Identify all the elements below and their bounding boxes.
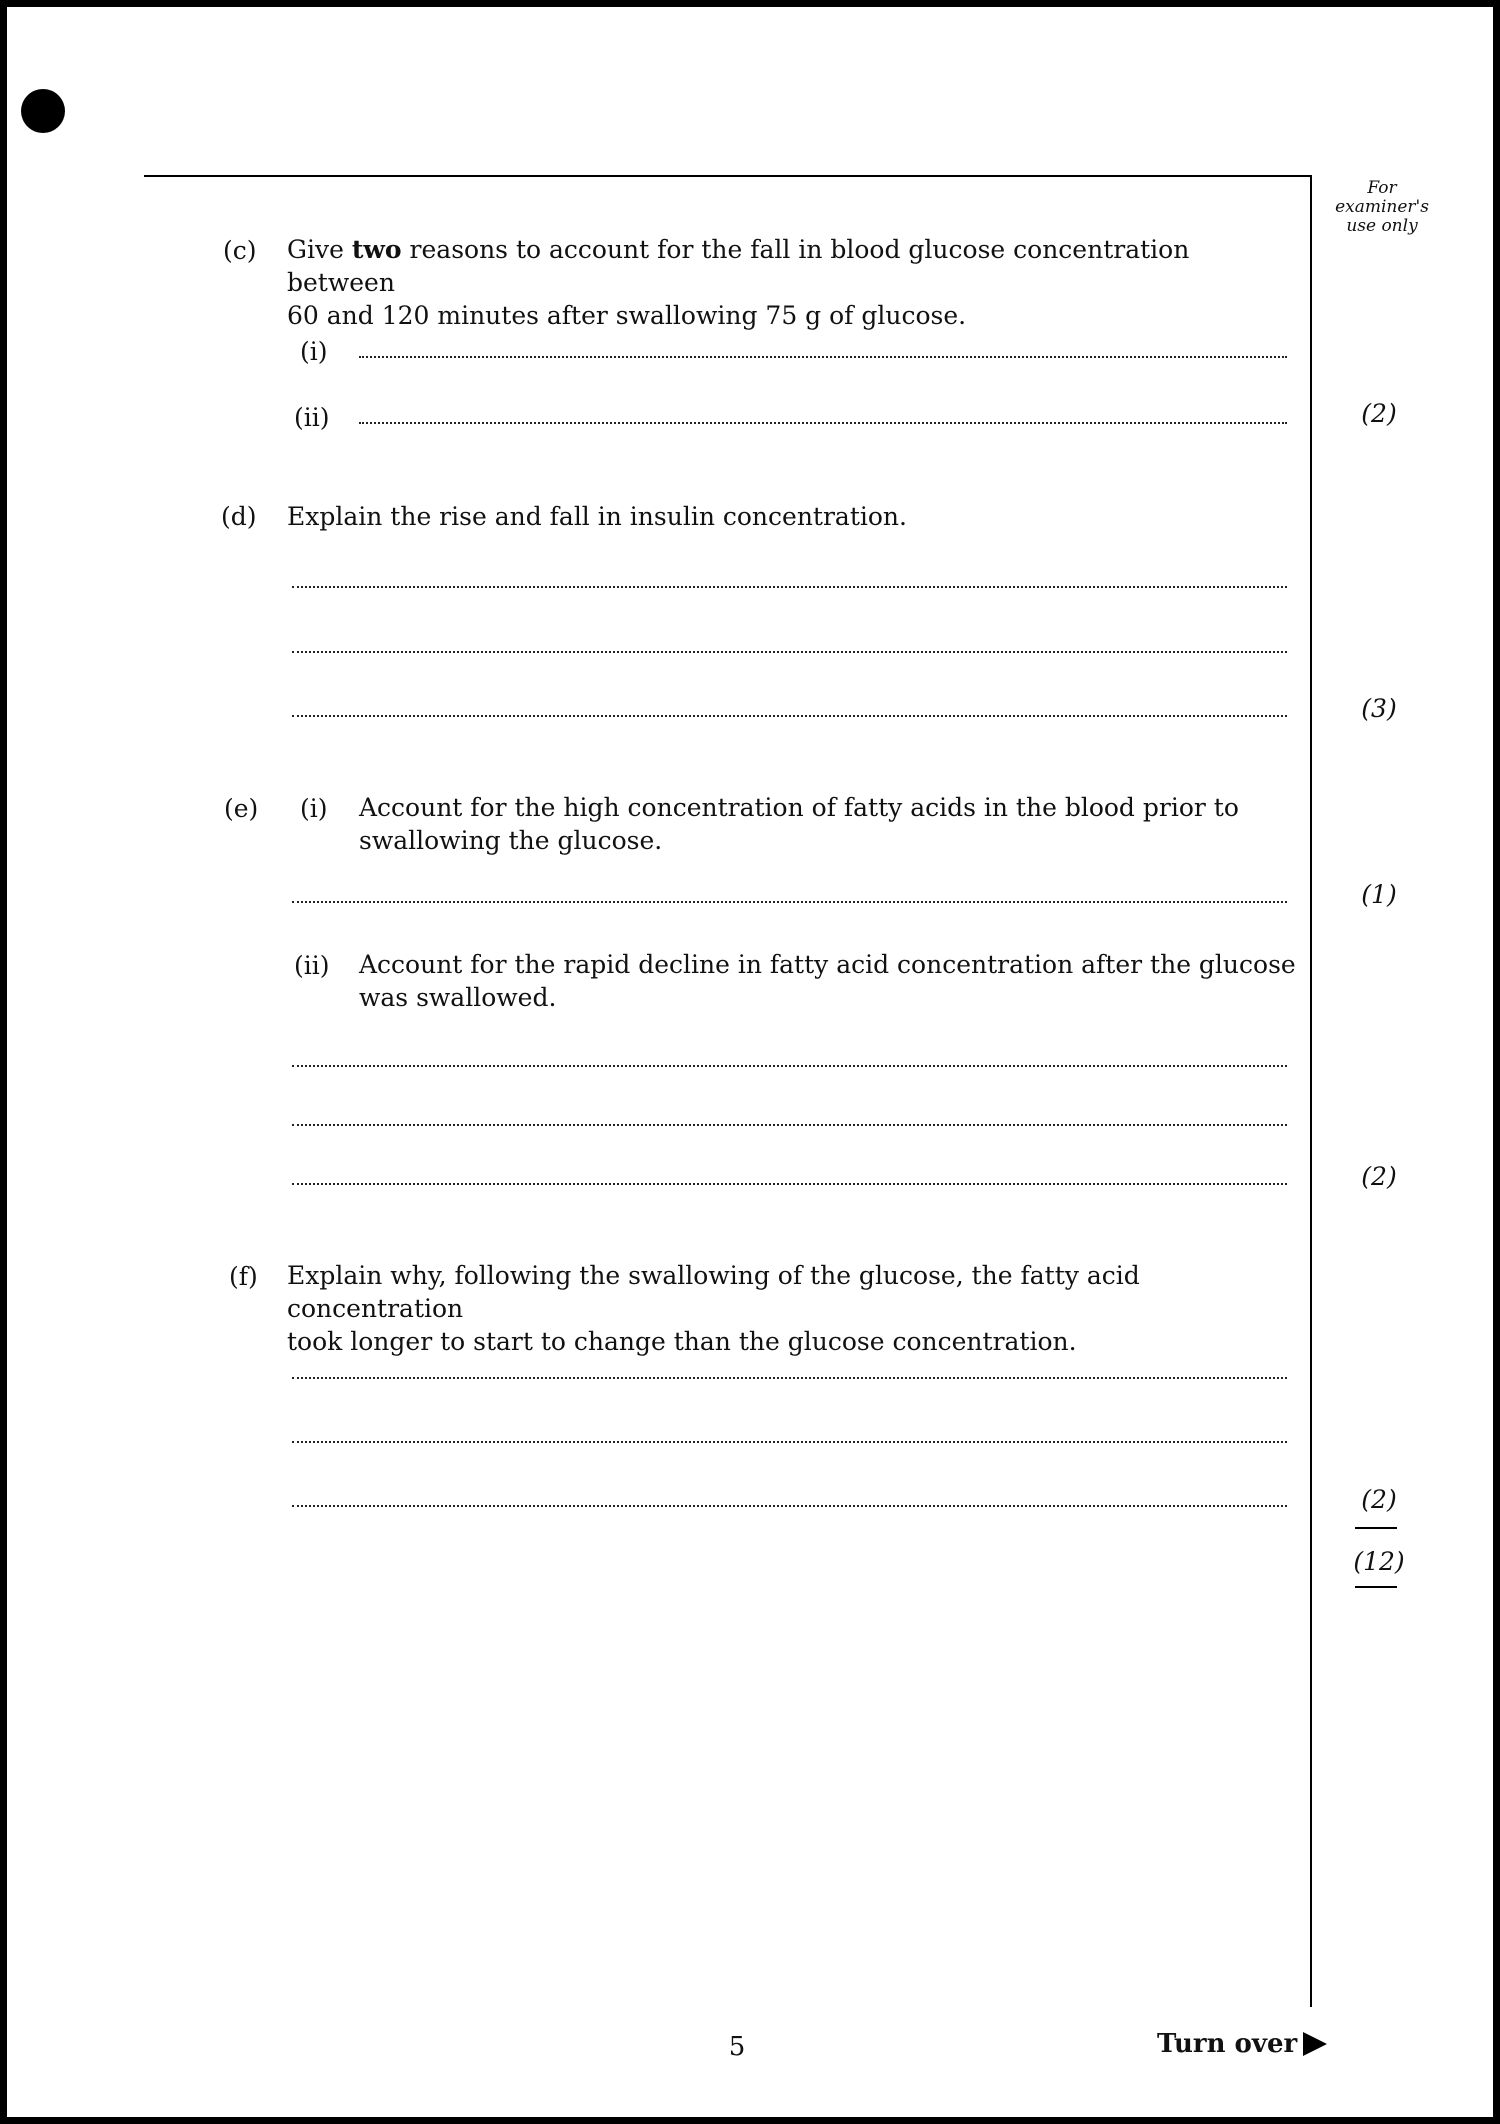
question-e-sub-ii-label: (ii) [294,951,330,980]
answer-line-f-2[interactable] [292,1441,1287,1443]
answer-line-f-3[interactable] [292,1505,1287,1507]
question-e-ii-line1: Account for the rapid decline in fatty acid concentration after the glucose [359,950,1296,979]
page-number: 5 [728,2032,746,2062]
examiner-use-note [1317,179,1447,236]
answer-line-c-i[interactable] [359,356,1287,358]
answer-line-d-2[interactable] [292,651,1287,653]
question-e-label: (e) [224,794,259,823]
total-rule-bottom [1355,1586,1397,1588]
question-d-text: Explain the rise and fall in insulin concentration. [287,502,907,531]
total-rule-top [1355,1527,1397,1529]
turn-over-label: Turn over [1157,2029,1298,2059]
marks-d: (3) [1361,694,1397,723]
answer-line-d-3[interactable] [292,715,1287,717]
question-e-i-line1: Account for the high concentration of fatty acids in the blood prior to [359,793,1239,822]
question-e-ii-text [359,948,1299,1014]
question-f-line2: took longer to start to change than the glucose concentration. [287,1327,1077,1356]
question-c-emphasis: two [351,235,402,264]
total-marks: (12) [1353,1547,1405,1576]
examiner-margin-rule [1310,175,1312,2007]
examiner-note-line: examiner's [1335,197,1429,217]
answer-line-d-1[interactable] [292,586,1287,588]
answer-line-e-ii-2[interactable] [292,1124,1287,1126]
question-c-sub-ii-label: (ii) [294,403,330,432]
question-c-text [287,233,1297,332]
top-rule [144,175,1312,177]
answer-line-f-1[interactable] [292,1377,1287,1379]
question-f-text [287,1259,1302,1358]
examiner-note-line: use only [1346,216,1418,236]
question-c-label: (c) [223,236,257,265]
question-e-sub-i-label: (i) [300,794,328,823]
marks-e-i: (1) [1361,880,1397,909]
question-e-ii-line2: was swallowed. [359,983,557,1012]
marks-c: (2) [1361,399,1397,428]
answer-line-e-i[interactable] [292,901,1287,903]
arrow-right-icon [1303,2032,1327,2056]
marks-e-ii: (2) [1361,1162,1397,1191]
examiner-note-line: For [1367,178,1397,198]
question-f-line1: Explain why, following the swallowing of the glucose, the fatty acid concentration [287,1261,1140,1323]
answer-line-e-ii-1[interactable] [292,1065,1287,1067]
question-c-sub-i-label: (i) [300,337,328,366]
question-f-label: (f) [229,1262,258,1291]
question-c-text-start: Give [287,235,352,264]
question-d-label: (d) [221,502,257,531]
question-c-text-line2: 60 and 120 minutes after swallowing 75 g of glucose. [287,301,967,330]
question-e-i-line2: swallowing the glucose. [359,826,663,855]
marks-f: (2) [1361,1485,1397,1514]
question-c-text-rest: reasons to account for the fall in blood glucose concentration between [287,235,1190,297]
punch-hole [21,89,65,133]
question-e-i-text [359,791,1299,857]
turn-over [1157,2029,1327,2059]
answer-line-e-ii-3[interactable] [292,1183,1287,1185]
exam-page [7,7,1493,2117]
answer-line-c-ii[interactable] [359,422,1287,424]
